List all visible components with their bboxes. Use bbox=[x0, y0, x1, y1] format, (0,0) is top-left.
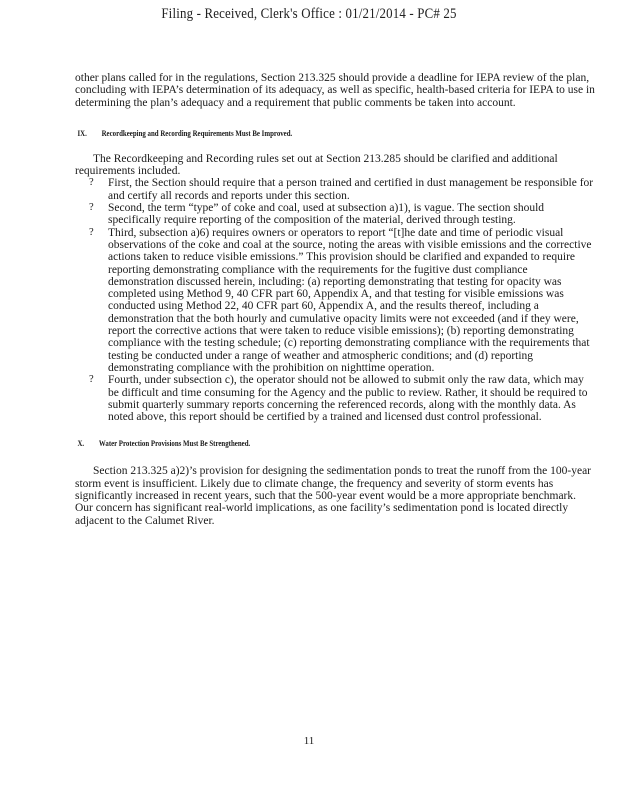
section-ix-heading bbox=[75, 129, 501, 139]
section-ix-paragraph: The Recordkeeping and Recording rules set out at Section 213.285 should be clarified and additional requirements included. bbox=[75, 152, 558, 178]
section-ix-bullet-list bbox=[75, 177, 595, 423]
list-item bbox=[75, 374, 595, 423]
intro-paragraph: other plans called for in the regulations, Section 213.325 should provide a deadline for IEPA review of the plan, concluding with IEPA’s determination of its adequacy, as well as specific, health-based criteria for IEPA to use in determining the plan’s adequacy and a requirement that public comments be taken into account. bbox=[75, 72, 595, 109]
bullet-marker: ? bbox=[89, 177, 94, 189]
page-number: 11 bbox=[303, 735, 315, 747]
section-ix-number: IX. bbox=[77, 128, 87, 138]
list-item bbox=[75, 202, 595, 227]
section-ix-title: Recordkeeping and Recording Requirements Must Be Improved. bbox=[101, 128, 293, 138]
section-x-heading bbox=[75, 439, 501, 449]
section-x-title: Water Protection Provisions Must Be Strengthened. bbox=[98, 439, 251, 449]
bullet-marker: ? bbox=[89, 202, 94, 214]
list-item-text: First, the Section should require that a person trained and certified in dust management be responsible for and certify all records and reports under this section. bbox=[108, 177, 594, 202]
section-x-number: X. bbox=[77, 439, 85, 449]
list-item-text: Fourth, under subsection c), the operator should not be allowed to submit only the raw data, which may be difficult and time consuming for the Agency and the public to review. Rather, it should be required to submit quarterly summary reports concerning the referenced records, along with the monthly data. As noted above, this report should be certified by a trained and licensed dust control professional. bbox=[108, 374, 588, 424]
list-item-text: Second, the term “type” of coke and coal, used at subsection a)1), is vague. The section should specifically require reporting of the composition of the material, derived through testing. bbox=[108, 202, 545, 227]
filing-stamp: Filing - Received, Clerk's Office : 01/21/2014 - PC# 25 bbox=[161, 6, 457, 22]
document-body bbox=[75, 72, 595, 527]
bullet-marker: ? bbox=[89, 226, 94, 238]
list-item-text: Third, subsection a)6) requires owners or operators to report “[t]he date and time of periodic visual observations of the coke and coal at the source, noting the areas with visible emissions and the corrective actions taken to reduce visible emissions.” This provision should be clarified and expanded to require reporting demonstrating compliance with the requirements for the fugitive dust compliance demonstration discussed herein, including: (a) reporting demonstrating that testing for opacity was completed using Method 9, 40 CFR part 60, Appendix A, and that testing for visible emissions was conducted using Method 22, 40 CFR part 60, Appendix A, and the results thereof, including a demonstration that the both hourly and cumulative opacity limits were not exceeded (and if they were, report the corrective actions that were taken to reduce visible emissions); (b) reporting demonstrating compliance with the testing schedule; (c) reporting demonstrating compliance with the requirements that testing be conducted under a range of weather and atmospheric conditions; and (d) reporting demonstrating compliance with the prohibition on nighttime operation. bbox=[108, 226, 592, 374]
list-item bbox=[75, 227, 595, 375]
bullet-marker: ? bbox=[89, 374, 94, 386]
list-item bbox=[75, 177, 595, 202]
section-x-paragraph: Section 213.325 a)2)’s provision for designing the sedimentation ponds to treat the runoff from the 100-year storm event is insufficient. Likely due to climate change, the frequency and severity of storm events has significantly increased in recent years, such that the 500-year event would be a more appropriate benchmark. Our concern has significant real-world implications, as one facility’s sedimentation pond is located directly adjacent to the Calumet River. bbox=[75, 465, 592, 527]
